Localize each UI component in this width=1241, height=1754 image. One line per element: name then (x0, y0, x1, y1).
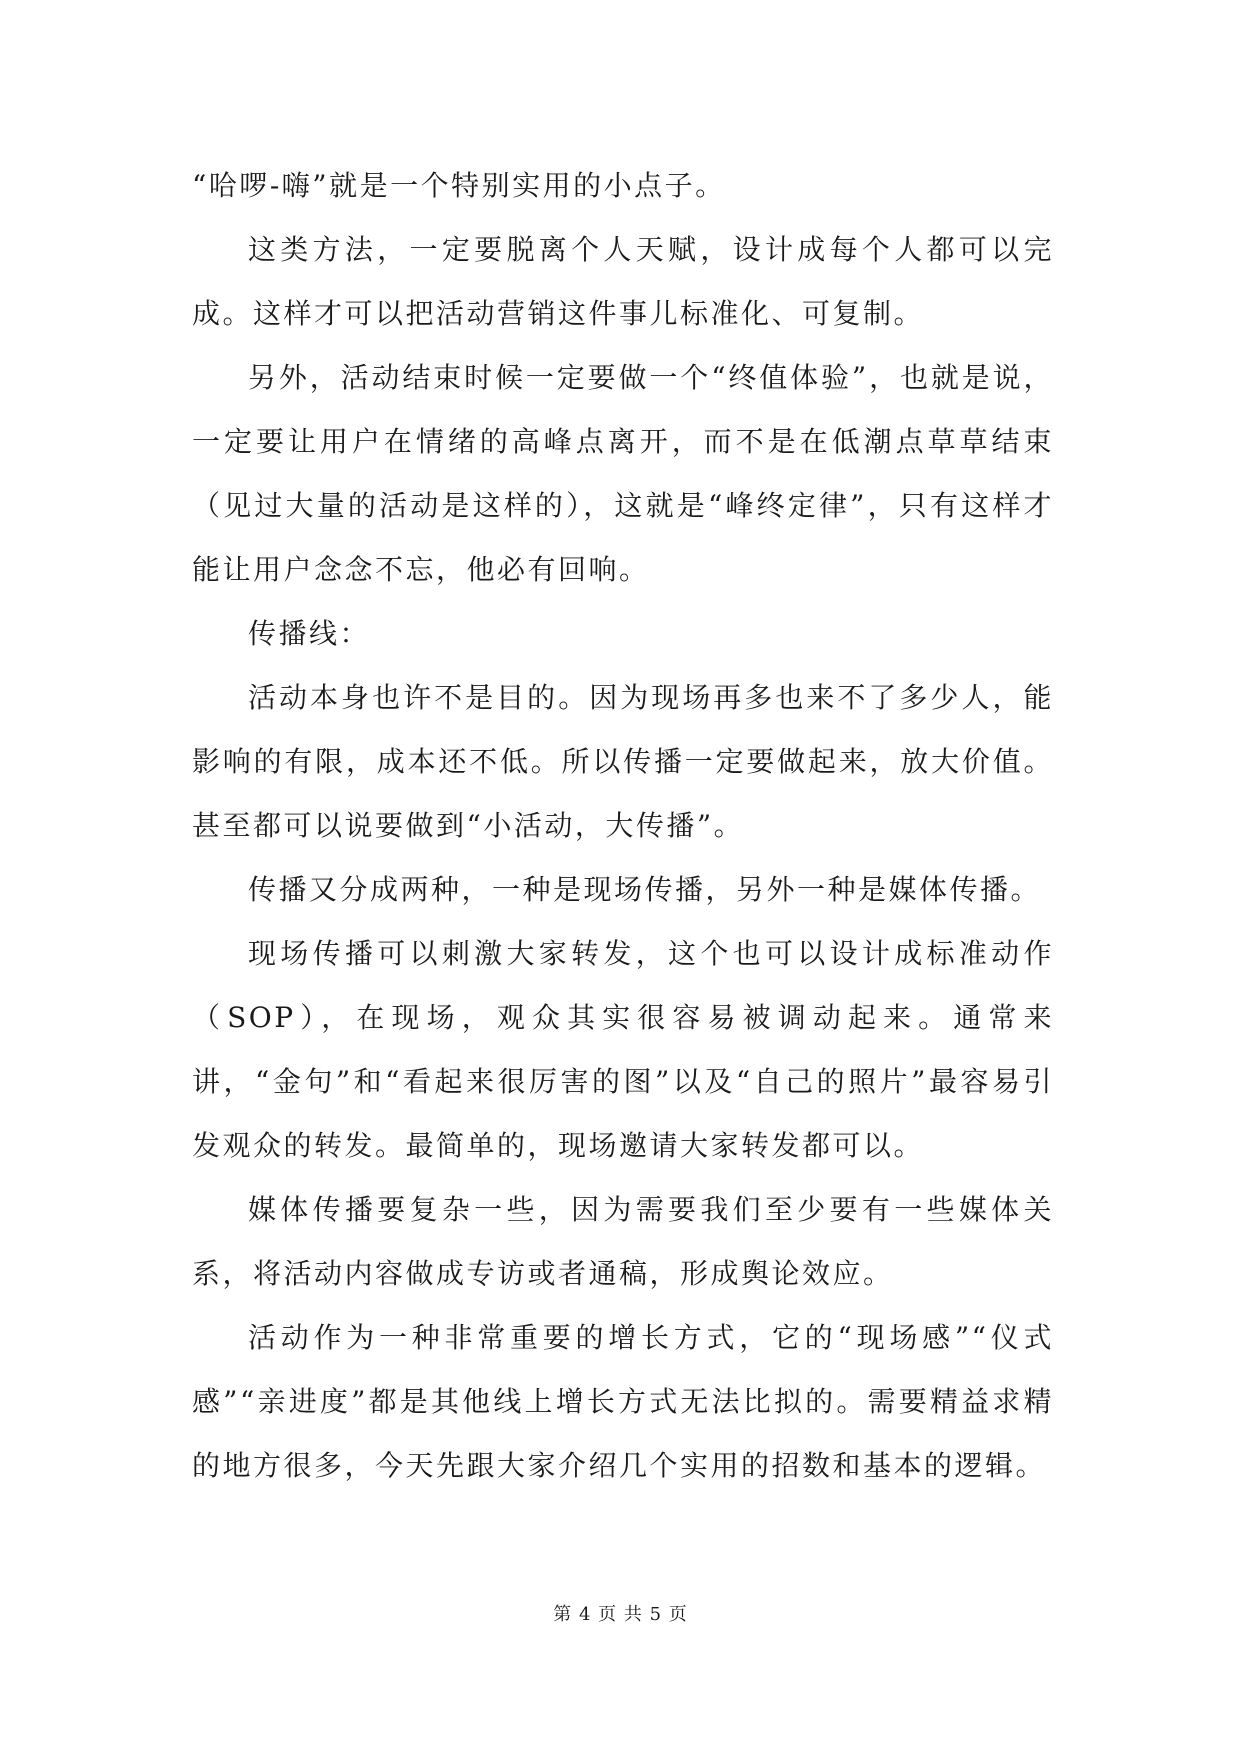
paragraph: 另外，活动结束时候一定要做一个“终值体验”，也就是说，一定要让用户在情绪的高峰点离开，而不是在低潮点草草结束（见过大量的活动是这样的），这就是“峰终定律”，只有这样才能让用户念念不忘，他必有回响。 (192, 361, 1054, 586)
paragraph: 媒体传播要复杂一些，因为需要我们至少要有一些媒体关系，将活动内容做成专访或者通稿，形成舆论效应。 (192, 1193, 1054, 1290)
paragraph: 现场传播可以刺激大家转发，这个也可以设计成标准动作（SOP），在现场，观众其实很容易被调动起来。通常来讲，“金句”和“看起来很厉害的图”以及“自己的照片”最容易引发观众的转发。最简单的，现场邀请大家转发都可以。 (192, 937, 1054, 1162)
paragraph: 活动本身也许不是目的。因为现场再多也来不了多少人，能影响的有限，成本还不低。所以传播一定要做起来，放大价值。甚至都可以说要做到“小活动，大传播”。 (192, 681, 1054, 842)
document-body (192, 154, 1054, 1498)
page-number-footer: 第 4 页 共 5 页 (553, 1604, 688, 1625)
paragraph: 这类方法，一定要脱离个人天赋，设计成每个人都可以完成。这样才可以把活动营销这件事儿标准化、可复制。 (192, 233, 1054, 330)
paragraph: 活动作为一种非常重要的增长方式，它的“现场感”“仪式感”“亲进度”都是其他线上增长方式无法比拟的。需要精益求精的地方很多，今天先跟大家介绍几个实用的招数和基本的逻辑。 (192, 1321, 1054, 1482)
paragraph: 传播又分成两种，一种是现场传播，另外一种是媒体传播。 (248, 873, 1042, 906)
paragraph-continuation: “哈啰-嗨”就是一个特别实用的小点子。 (192, 169, 726, 202)
section-heading-spread-line: 传播线： (248, 617, 371, 650)
